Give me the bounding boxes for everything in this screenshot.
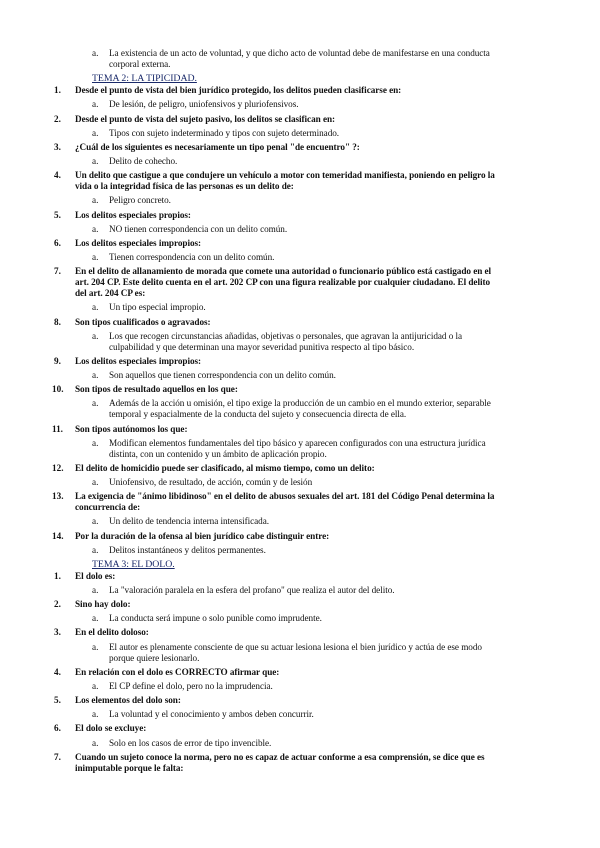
answer-text: Tienen correspondencia con un delito común. [109, 251, 275, 262]
answer-letter: a. [92, 680, 99, 691]
question-text: Desde el punto de vista del sujeto pasivo, los delitos se clasifican en: [75, 113, 336, 124]
answer-text: Modifican elementos fundamentales del tipo básico y aparecen configurados con una estructura jurídica [109, 437, 486, 448]
question-text: En el delito doloso: [75, 627, 149, 638]
question-number: 3. [54, 141, 61, 152]
question-number: 2. [54, 113, 61, 124]
question-number: 6. [54, 237, 61, 248]
question-number: 9. [54, 355, 61, 366]
answer-text: distinta, con un contenido y un ámbito de aplicación propio. [109, 448, 327, 459]
answer-text: Además de la acción u omisión, el tipo exige la producción de un cambio en el mundo exterior, separable [109, 398, 491, 409]
question-text: El delito de homicidio puede ser clasificado, al mismo tiempo, como un delito: [75, 462, 375, 473]
question-text: art. 204 CP. Este delito cuenta en el art. 202 CP con una figura realizable por cualquier ciudadano. El delito [75, 277, 490, 288]
answer-letter: a. [92, 127, 99, 138]
answer-text: Son aquellos que tienen correspondencia con un delito común. [109, 370, 336, 380]
answer-text: NO tienen correspondencia con un delito común. [109, 223, 288, 234]
question-text: Son tipos cualificados o agravados: [75, 316, 211, 327]
question-text: En el delito de allanamiento de morada que comete una autoridad o funcionario público está castigado en el [75, 266, 492, 277]
question-text: En relación con el dolo es CORRECTO afirmar que: [75, 666, 280, 677]
question-number: 10. [52, 384, 64, 395]
answer-letter: a. [92, 99, 99, 110]
question-number: 13. [52, 491, 64, 502]
answer-letter: a. [92, 251, 99, 262]
question-number: 2. [54, 599, 61, 610]
answer-text: Delito de cohecho. [109, 156, 178, 166]
question-number: 4. [54, 170, 61, 181]
answer-text: El autor es plenamente consciente de que su actuar lesiona lesiona el bien jurídico y actúa de ese modo [109, 641, 482, 652]
answer-letter: a. [92, 585, 99, 595]
answer-text: temporal y espacialmente de la conducta del sujeto y consecuencia directa de ella. [109, 409, 407, 420]
question-number: 5. [54, 209, 61, 220]
question-number: 7. [54, 751, 61, 762]
answer-letter: a. [92, 223, 99, 234]
answer-letter: a. [92, 709, 99, 720]
answer-text: Un tipo especial impropio. [109, 302, 206, 313]
answer-text: corporal externa. [109, 59, 171, 70]
answer-letter: a. [92, 544, 99, 555]
question-text: Los delitos especiales propios: [75, 209, 191, 220]
answer-letter: a. [92, 516, 99, 527]
question-text: ¿Cuál de los siguientes es necesariamente un tipo penal "de encuentro" ?: [75, 141, 360, 152]
question-text: Sino hay dolo: [75, 599, 131, 610]
answer-letter: a. [92, 398, 99, 409]
answer-text: Uniofensivo, de resultado, de acción, común y de lesión [109, 477, 313, 487]
question-text: inimputable porque le falta: [75, 762, 184, 773]
answer-letter: a. [92, 370, 99, 380]
question-number: 14. [52, 530, 64, 541]
question-number: 4. [54, 666, 61, 677]
answer-letter: a. [92, 302, 99, 313]
answer-text: Solo en los casos de error de tipo invencible. [109, 737, 272, 748]
question-number: 3. [54, 627, 61, 638]
answer-letter: a. [92, 437, 99, 448]
answer-text: La conducta será impune o solo punible como imprudente. [109, 613, 322, 624]
question-number: 12. [52, 462, 64, 473]
answer-letter: a. [92, 613, 99, 624]
question-number: 6. [54, 723, 61, 734]
question-text: Un delito que castigue a que condujere un vehículo a motor con temeridad manifiesta, poniendo en peligro la [75, 170, 495, 181]
question-number: 7. [54, 266, 61, 277]
question-text: Son tipos autónomos los que: [75, 423, 188, 434]
answer-text: Tipos con sujeto indeterminado y tipos con sujeto determinado. [109, 127, 340, 138]
section-heading: TEMA 2: LA TIPICIDAD. [92, 73, 197, 85]
question-text: El dolo se excluye: [75, 723, 147, 734]
answer-text: Peligro concreto. [109, 195, 171, 206]
answer-letter: a. [92, 156, 99, 166]
question-text: Cuando un sujeto conoce la norma, pero no es capaz de actuar conforme a esa comprensión, se dice que es [75, 751, 485, 762]
question-text: El dolo es: [75, 570, 116, 581]
answer-text: Delitos instantáneos y delitos permanentes. [109, 544, 266, 555]
answer-text: La "valoración paralela en la esfera del profano" que realiza el autor del delito. [109, 585, 395, 595]
answer-letter: a. [92, 737, 99, 748]
question-number: 11. [52, 423, 63, 434]
question-text: Son tipos de resultado aquellos en los que: [75, 384, 238, 395]
question-text: del art. 204 CP es: [75, 288, 146, 299]
answer-letter: a. [92, 641, 99, 652]
answer-text: culpabilidad y que determinan una mayor severidad punitiva respecto al tipo básico. [109, 341, 415, 352]
question-number: 1. [54, 570, 61, 581]
answer-text: De lesión, de peligro, uniofensivos y pluriofensivos. [109, 99, 299, 110]
answer-letter: a. [92, 195, 99, 206]
answer-text: La existencia de un acto de voluntad, y que dicho acto de voluntad debe de manifestarse en una conducta [109, 48, 490, 58]
question-number: 5. [54, 695, 61, 706]
answer-text: porque quiere lesionarlo. [109, 652, 200, 663]
question-text: Los delitos especiales impropios: [75, 355, 202, 366]
question-text: Desde el punto de vista del bien jurídico protegido, los delitos pueden clasificarse en: [75, 85, 402, 96]
answer-letter: a. [92, 477, 99, 487]
question-number: 1. [54, 85, 61, 96]
question-text: Por la duración de la ofensa al bien jurídico cabe distinguir entre: [75, 530, 330, 541]
question-text: vida o la integridad física de las personas es un delito de: [75, 181, 294, 192]
question-text: Los delitos especiales impropios: [75, 237, 202, 248]
answer-text: La voluntad y el conocimiento y ambos deben concurrir. [109, 709, 314, 720]
answer-text: Los que recogen circunstancias añadidas, objetivas o personales, que agravan la antijuricidad o la [109, 330, 463, 341]
answer-letter: a. [92, 48, 99, 58]
question-number: 8. [54, 316, 61, 327]
question-text: concurrencia de: [75, 502, 141, 513]
question-text: La exigencia de "ánimo libidinoso" en el delito de abusos sexuales del art. 181 del Código Penal determina la [75, 491, 495, 502]
answer-letter: a. [92, 330, 99, 341]
question-text: Los elementos del dolo son: [75, 695, 181, 706]
section-heading: TEMA 3: EL DOLO. [92, 558, 175, 570]
answer-text: Un delito de tendencia interna intensificada. [109, 516, 269, 527]
answer-text: El CP define el dolo, pero no la imprudencia. [109, 680, 273, 691]
